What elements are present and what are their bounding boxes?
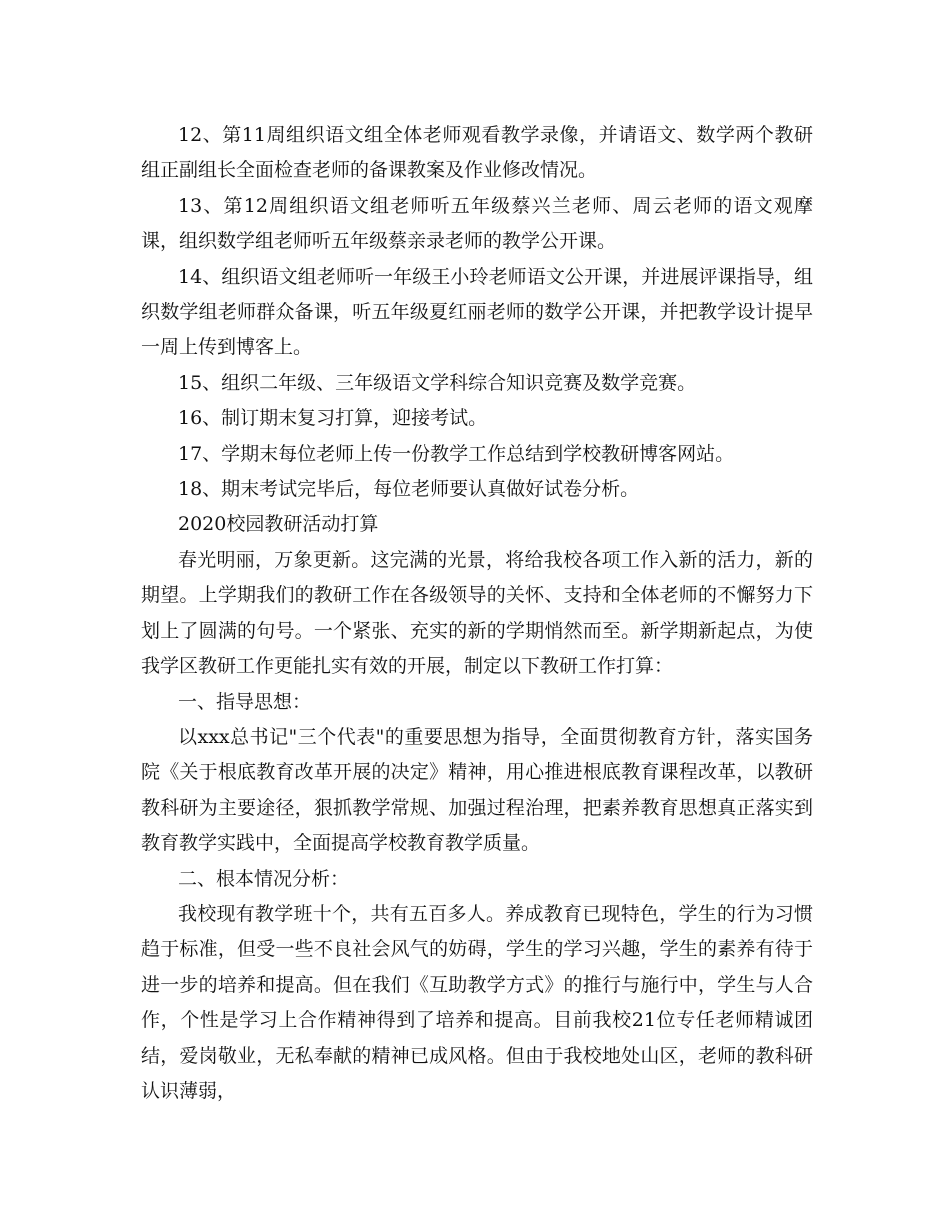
heading-situation-analysis: 二、根本情况分析： — [178, 867, 350, 890]
heading-guiding-thought: 一、指导思想： — [178, 690, 312, 713]
document-body — [141, 118, 813, 1109]
paragraph-item-18: 18、期末考试完毕后，每位老师要认真做好试卷分析。 — [178, 478, 640, 501]
paragraph-item-14: 14、组织语文组老师听一年级王小玲老师语文公开课，并进展评课指导，组织数学组老师群众备课，听五年级夏红丽老师的数学公开课，并把教学设计提早一周上传到博客上。 — [141, 265, 813, 359]
paragraph-item-13: 13、第12周组织语文组老师听五年级蔡兴兰老师、周云老师的语文观摩课，组织数学组老师听五年级蔡亲录老师的教学公开课。 — [141, 194, 813, 253]
intro-paragraph: 春光明丽，万象更新。这完满的光景，将给我校各项工作入新的活力，新的期望。上学期我们的教研工作在各级领导的关怀、支持和全体老师的不懈努力下划上了圆满的句号。一个紧张、充实的新的学期悄然而至。新学期新起点，为使我学区教研工作更能扎实有效的开展，制定以下教研工作打算： — [141, 548, 813, 678]
paragraph-item-16: 16、制订期末复习打算，迎接考试。 — [178, 407, 488, 430]
situation-analysis-paragraph: 我校现有教学班十个，共有五百多人。养成教育已现特色，学生的行为习惯趋于标准，但受一些不良社会风气的妨碍，学生的学习兴趣，学生的素养有待于进一步的培养和提高。但在我们《互助教学方式》的推行与施行中，学生与人合作，个性是学习上合作精神得到了培养和提高。目前我校21位专任老师精诚团结，爱岗敬业，无私奉献的精神已成风格。但由于我校地处山区，老师的教科研认识薄弱， — [141, 902, 813, 1102]
guiding-thought-paragraph: 以xxx总书记"三个代表"的重要思想为指导，全面贯彻教育方针，落实国务院《关于根底教育改革开展的决定》精神，用心推进根底教育课程改革，以教研教科研为主要途径，狠抓教学常规、加强过程治理，把素养教育思想真正落实到教育教学实践中，全面提高学校教育教学质量。 — [141, 725, 813, 855]
paragraph-item-17: 17、学期末每位老师上传一份教学工作总结到学校教研博客网站。 — [178, 442, 735, 465]
paragraph-item-12: 12、第11周组织语文组全体老师观看教学录像，并请语文、数学两个教研组正副组长全面检查老师的备课教案及作业修改情况。 — [141, 124, 813, 182]
section-title: 2020校园教研活动打算 — [178, 513, 379, 536]
paragraph-item-15: 15、组织二年级、三年级语文学科综合知识竞赛及数学竞赛。 — [178, 371, 697, 394]
